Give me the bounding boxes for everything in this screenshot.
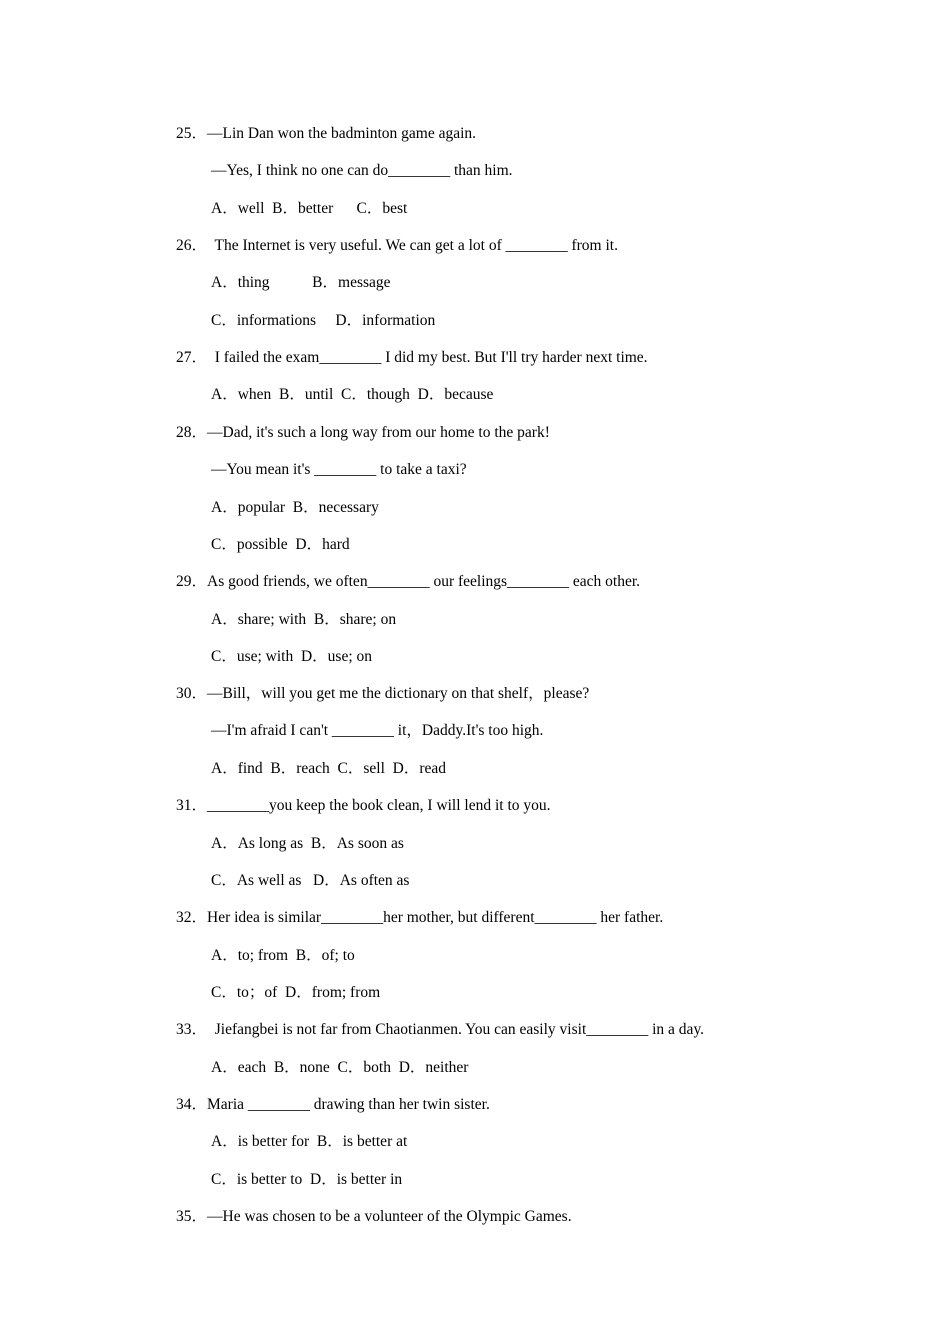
question-26-options-2: C．informations D．information — [211, 312, 436, 329]
question-32-options-1: A．to; from B．of; to — [211, 947, 355, 964]
question-31-options-2: C．As well as D．As often as — [211, 872, 410, 889]
question-30-stem: 30．—Bill，will you get me the dictionary on that shelf，please? — [176, 685, 590, 702]
question-26-options-1: A．thing B．message — [211, 274, 391, 291]
question-28-line-1: —You mean it's ________ to take a taxi? — [211, 461, 467, 478]
question-33-stem: 33． Jiefangbei is not far from Chaotianmen. You can easily visit________ in a day. — [176, 1021, 705, 1038]
question-34-options-1: A．is better for B．is better at — [211, 1133, 408, 1150]
question-31-options-1: A．As long as B．As soon as — [211, 835, 404, 852]
question-35-stem: 35．—He was chosen to be a volunteer of the Olympic Games. — [176, 1208, 572, 1225]
question-30-options: A．find B．reach C．sell D．read — [211, 760, 447, 777]
question-31-stem: 31．________you keep the book clean, I will lend it to you. — [176, 797, 551, 814]
question-26-stem: 26． The Internet is very useful. We can get a lot of ________ from it. — [176, 237, 618, 254]
question-29-stem: 29．As good friends, we often________ our feelings________ each other. — [176, 573, 641, 590]
question-34-stem: 34．Maria ________ drawing than her twin sister. — [176, 1096, 490, 1113]
question-28-options-2: C．possible D．hard — [211, 536, 350, 553]
question-27-options: A．when B．until C．though D．because — [211, 386, 494, 403]
question-29-options-2: C．use; with D．use; on — [211, 648, 373, 665]
question-25-line-1: —Yes, I think no one can do________ than him. — [211, 162, 513, 179]
question-34-options-2: C．is better to D．is better in — [211, 1171, 403, 1188]
question-29-options-1: A．share; with B．share; on — [211, 611, 397, 628]
question-27-stem: 27． I failed the exam________ I did my best. But I'll try harder next time. — [176, 349, 648, 366]
question-25-stem: 25．—Lin Dan won the badminton game again. — [176, 125, 477, 142]
question-30-line-1: —I'm afraid I can't ________ it，Daddy.It's too high. — [211, 722, 544, 739]
question-25-options: A．well B．better C．best — [211, 200, 408, 217]
question-28-options-1: A．popular B．necessary — [211, 499, 379, 516]
question-33-options: A．each B．none C．both D．neither — [211, 1059, 469, 1076]
question-32-options-2: C．to；of D．from; from — [211, 984, 381, 1001]
question-28-stem: 28．—Dad, it's such a long way from our home to the park! — [176, 424, 550, 441]
question-32-stem: 32．Her idea is similar________her mother, but different________ her father. — [176, 909, 664, 926]
